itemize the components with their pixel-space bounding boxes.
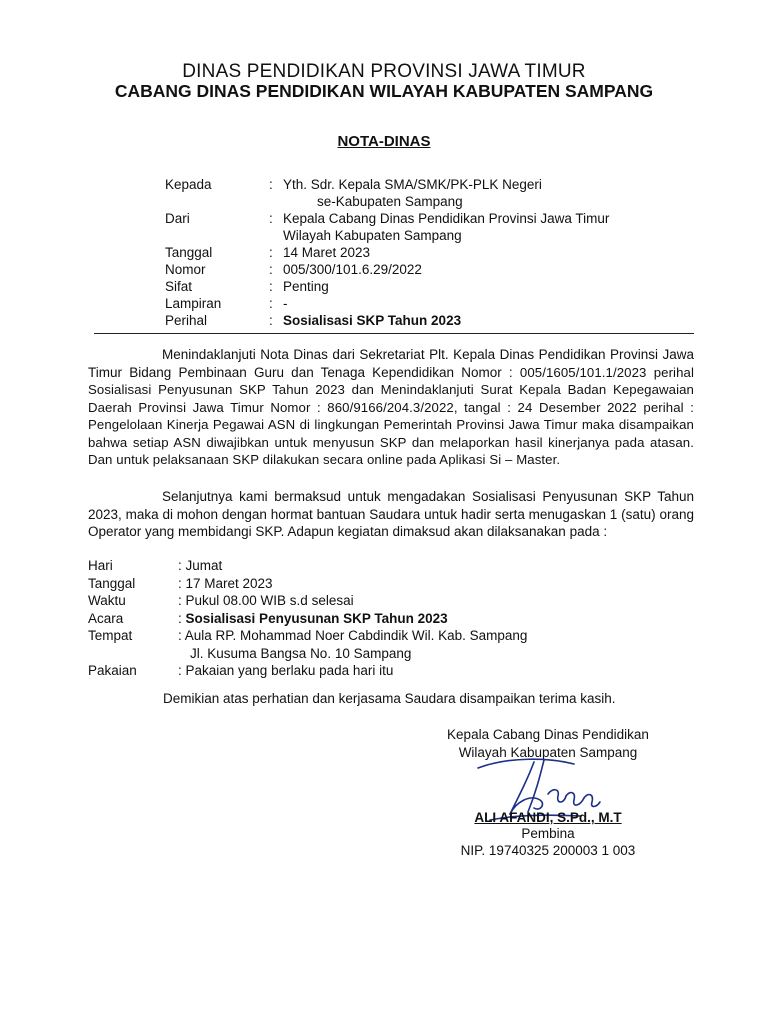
closing-statement: Demikian atas perhatian dan kerjasama Saudara disampaikan terima kasih. <box>163 691 616 706</box>
meta-colon: : <box>269 313 273 328</box>
meta-value: Sosialisasi SKP Tahun 2023 <box>283 313 462 328</box>
signatory-name: ALI AFANDI, S.Pd., M.T <box>474 810 622 825</box>
branch-office-name: CABANG DINAS PENDIDIKAN WILAYAH KABUPATEN SAMPANG <box>114 81 654 101</box>
meta-colon: : <box>269 279 273 294</box>
meta-row-tanggal <box>165 244 609 261</box>
detail-row-tempat <box>88 627 527 645</box>
meta-value: 005/300/101.6.29/2022 <box>283 262 422 277</box>
meta-label: Perihal <box>165 313 208 328</box>
document-title: NOTA-DINAS <box>337 133 431 150</box>
meta-value: 14 Maret 2023 <box>283 245 371 260</box>
meta-value: se-Kabupaten Sampang <box>317 194 463 209</box>
meta-value: Kepala Cabang Dinas Pendidikan Provinsi Jawa Timur <box>283 211 610 226</box>
meta-colon: : <box>269 211 273 226</box>
signatory-rank: Pembina <box>521 826 575 841</box>
detail-row-waktu <box>88 592 527 610</box>
detail-row-hari <box>88 557 527 575</box>
paragraph-text-handwritten-style: 005/1605/101.1/2023 perihal Sosialisasi Penyusunan SKP Tahun 2023 dan Menindaklanjuti Surat Kepala Badan Kepegawaian Daerah Provinsi Jawa Timur Nomor : 860/9166/204.3/2022, tangal : 24 Desember 2022 perihal : Pengelolaan Kinerja Pegawai ASN di lingkungan Pemerintah Provinsi Jawa Timur maka disampaikan bahwa setiap ASN diwajibkan untuk menyusun SKP dan melaporkan hasil kinerjanya pada atasan. Dan untuk pelaksanaan SKP dilakukan secara online pada Aplikasi Si – Master. <box>88 364 694 467</box>
institution-name: DINAS PENDIDIKAN PROVINSI JAWA TIMUR <box>182 61 586 82</box>
meta-value: Wilayah Kabupaten Sampang <box>283 228 462 243</box>
meta-row-kepada-cont <box>165 193 609 210</box>
signatory-title-line2: Wilayah Kabupaten Sampang <box>458 745 638 760</box>
detail-label: Waktu <box>88 593 126 608</box>
meta-value: - <box>283 296 288 311</box>
meta-label: Nomor <box>165 262 206 277</box>
memo-metadata <box>165 176 609 329</box>
meta-value: Penting <box>283 279 329 294</box>
detail-label: Tanggal <box>88 575 136 591</box>
header-divider <box>94 333 694 334</box>
detail-row-tanggal <box>88 575 527 593</box>
detail-row-tempat-cont <box>88 645 527 663</box>
detail-value: : 17 Maret 2023 <box>178 575 273 591</box>
meta-row-dari-cont <box>165 227 609 244</box>
paragraph-text: Selanjutnya kami bermaksud untuk mengadakan Sosialisasi Penyusunan SKP Tahun 2023, maka di mohon dengan hormat bantuan Saudara untuk hadir serta menugaskan 1 (satu) orang Operator yang membidangi SKP. Adapun kegiatan dimaksud akan dilaksanakan pada : <box>88 489 694 539</box>
meta-value: Yth. Sdr. Kepala SMA/SMK/PK-PLK Negeri <box>283 177 542 192</box>
meta-row-nomor <box>165 261 609 278</box>
detail-label: Pakaian <box>88 663 137 678</box>
meta-row-dari <box>165 210 609 227</box>
meta-colon: : <box>269 245 273 260</box>
meta-label: Dari <box>165 211 190 226</box>
detail-colon: : <box>178 610 186 626</box>
meta-row-lampiran <box>165 295 609 312</box>
meta-colon: : <box>269 262 273 277</box>
event-details <box>88 557 527 680</box>
detail-value: Sosialisasi Penyusunan SKP Tahun 2023 <box>185 610 448 626</box>
detail-value: : Jumat <box>178 558 223 573</box>
detail-label: Tempat <box>88 628 133 643</box>
detail-value: : Aula RP. Mohammad Noer Cabdindik Wil. Kab. Sampang <box>178 628 528 643</box>
detail-row-pakaian <box>88 662 527 680</box>
signatory-nip: NIP. 19740325 200003 1 003 <box>460 843 636 858</box>
meta-label: Lampiran <box>165 296 222 311</box>
meta-row-perihal <box>165 312 609 329</box>
detail-row-acara <box>88 610 527 628</box>
meta-colon: : <box>269 177 273 192</box>
body-paragraph-1 <box>88 346 694 469</box>
meta-label: Kepada <box>165 177 212 192</box>
meta-label: Tanggal <box>165 245 213 260</box>
body-paragraph-2 <box>88 488 694 541</box>
detail-label: Hari <box>88 558 113 573</box>
detail-value: Jl. Kusuma Bangsa No. 10 Sampang <box>190 645 412 661</box>
paragraph-text: Menindaklanjuti Nota Dinas dari Sekretariat Plt. Kepala Dinas Pendidikan Provinsi Jawa Timur Bidang Pembinaan Guru dan Tenaga Kependidikan Nomor : <box>88 347 694 380</box>
detail-label: Acara <box>88 610 124 626</box>
detail-value: : Pakaian yang berlaku pada hari itu <box>178 663 394 678</box>
meta-label: Sifat <box>165 279 193 294</box>
signatory-title-line1: Kepala Cabang Dinas Pendidikan <box>447 727 649 742</box>
meta-colon: : <box>269 296 273 311</box>
meta-row-sifat <box>165 278 609 295</box>
meta-row-kepada <box>165 176 609 193</box>
detail-value: : Pukul 08.00 WIB s.d selesai <box>178 593 354 608</box>
